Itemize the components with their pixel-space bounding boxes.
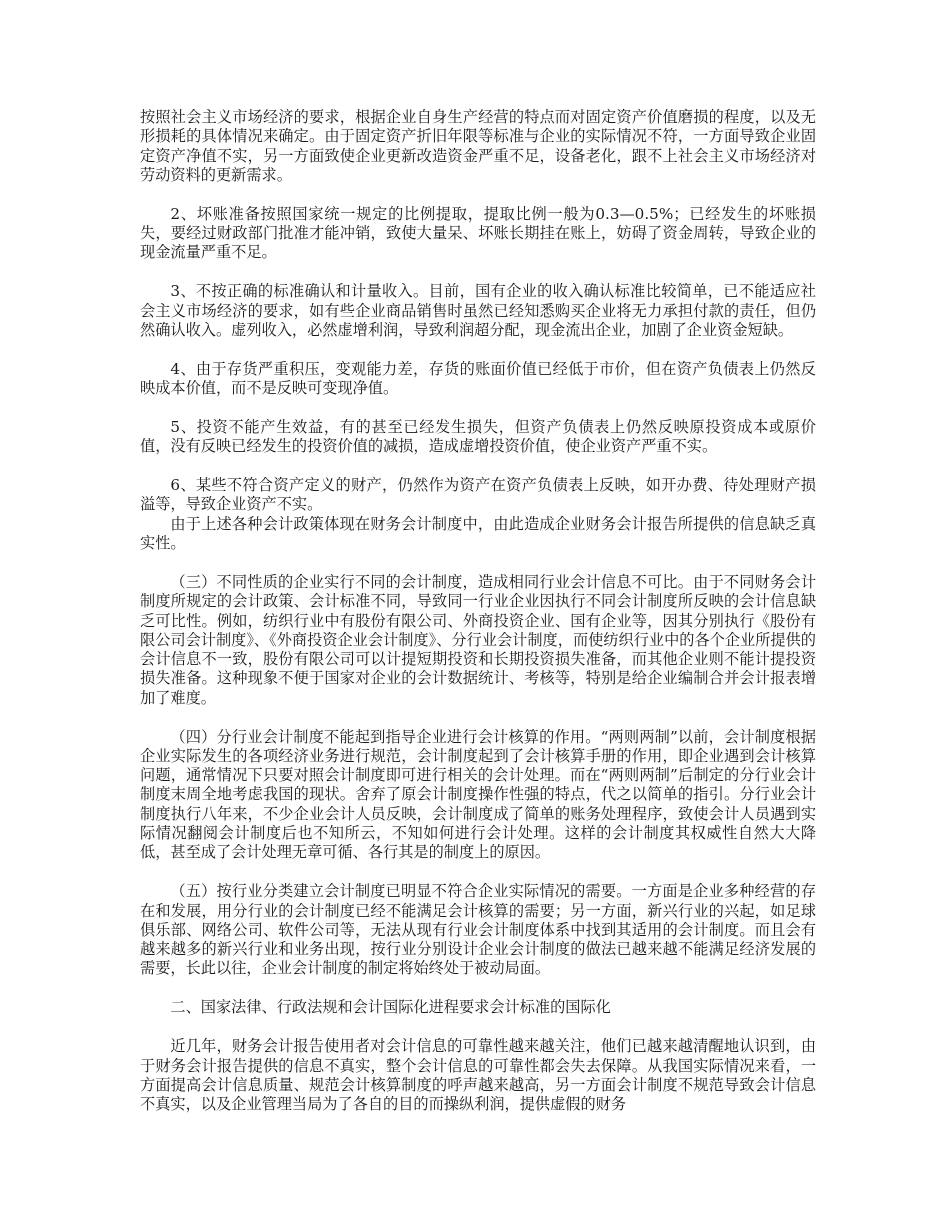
paragraph-recent-years: 近几年，财务会计报告使用者对会计信息的可靠性越来越关注，他们已越来越清醒地认识到，由于财务会计报告提供的信息不真实，整个会计信息的可靠性都会失去保障。从我国实际情况来看，一方面提高会计信息质量、规范会计核算制度的呼声越来越高，另一方面会计制度不规范导致会计信息不真实，以及企业管理当局为了各自的目的而操纵利润，提供虚假的财务 xyxy=(140,1037,816,1114)
paragraph-section-four: （四）分行业会计制度不能起到指导企业进行会计核算的作用。“两则两制”以前，会计制度根据企业实际发生的各项经济业务进行规范，会计制度起到了会计核算手册的作用，即企业遇到会计核算问题，通常情况下只要对照会计制度即可进行相关的会计处理。而在“两则两制”后制定的分行业会计制度末周全地考虑我国的现状。舍弃了原会计制度操作性强的特点，代之以简单的指引。分行业会计制度执行八年来，不少企业会计人员反映，会计制度成了简单的账务处理程序，致使会计人员遇到实际情况翻阅会计制度后也不知所云，不知如何进行会计处理。这样的会计制度其权威性自然大大降低，甚至成了会计处理无章可循、各行其是的制度上的原因。 xyxy=(140,727,816,862)
paragraph-inventory: 4、由于存货严重积压，变观能力差，存货的账面价值已经低于市价，但在资产负债表上仍然反映成本价值，而不是反映可变现净值。 xyxy=(140,359,816,398)
section-heading-two: 二、国家法律、行政法规和会计国际化进程要求会计标准的国际化 xyxy=(170,998,611,1017)
paragraph-depreciation-continued: 按照社会主义市场经济的要求，根据企业自身生产经营的特点而对固定资产价值磨损的程度，以及无形损耗的具体情况来确定。由于固定资产折旧年限等标准与企业的实际情况不符，一方面导致企业固定资产净值不实，另一方面致使企业更新改造资金严重不足，设备老化，跟不上社会主义市场经济对劳动资料的更新需求。 xyxy=(140,108,816,184)
paragraph-revenue-recognition: 3、不按正确的标准确认和计量收入。目前，国有企业的收入确认标准比较简单，已不能适应社会主义市场经济的要求，如有些企业商品销售时虽然已经知悉购买企业将无力承担付款的责任，但仍然确认收入。虚列收入，必然虚增利润，导致利润超分配，现金流出企业，加剧了企业资金短缺。 xyxy=(140,282,816,339)
paragraph-section-three: （三）不同性质的企业实行不同的会计制度，造成相同行业会计信息不可比。由于不同财务会计制度所规定的会计政策、会计标准不同，导致同一行业企业因执行不同会计制度所反映的会计信息缺乏可比性。例如，纺织行业中有股份有限公司、外商投资企业、国有企业等，因其分别执行《股份有限公司会计制度》、《外商投资企业会计制度》、分行业会计制度，而使纺织行业中的各个企业所提供的会计信息不一致，股份有限公司可以计提短期投资和长期投资损失准备，而其他企业则不能计提投资损失准备。这种现象不便于国家对企业的会计数据统计、考核等，特别是给企业编制合并会计报表增加了难度。 xyxy=(140,572,816,707)
paragraph-bad-debt-reserve: 2、坏账准备按照国家统一规定的比例提取，提取比例一般为0.3—0.5%；已经发生的坏账损失，要经过财政部门批准才能冲销，致使大量呆、坏账长期挂在账上，妨碍了资金周转，导致企业的现金流量严重不足。 xyxy=(140,204,816,262)
paragraph-section-five: （五）按行业分类建立会计制度已明显不符合企业实际情况的需要。一方面是企业多种经营的存在和发展，用分行业的会计制度已经不能满足会计核算的需要；另一方面，新兴行业的兴起，如足球俱乐部、网络公司、软件公司等，无法从现有行业会计制度体系中找到其适用的会计制度。而且会有越来越多的新兴行业和业务出现，按行业分别设计企业会计制度的做法已越来越不能满足经济发展的需要，长此以往，企业会计制度的制定将始终处于被动局面。 xyxy=(140,882,816,978)
paragraph-summary: 由于上述各种会计政策体现在财务会计制度中，由此造成企业财务会计报告所提供的信息缺乏真实性。 xyxy=(140,514,816,553)
document-page xyxy=(140,108,816,1134)
paragraph-non-assets: 6、某些不符合资产定义的财产，仍然作为资产在资产负债表上反映，如开办费、待处理财产损溢等，导致企业资产不实。 xyxy=(140,476,816,514)
paragraph-investment: 5、投资不能产生效益，有的甚至已经发生损失，但资产负债表上仍然反映原投资成本或原价值，没有反映已经发生的投资价值的减损，造成虚增投资价值，使企业资产严重不实。 xyxy=(140,417,816,456)
